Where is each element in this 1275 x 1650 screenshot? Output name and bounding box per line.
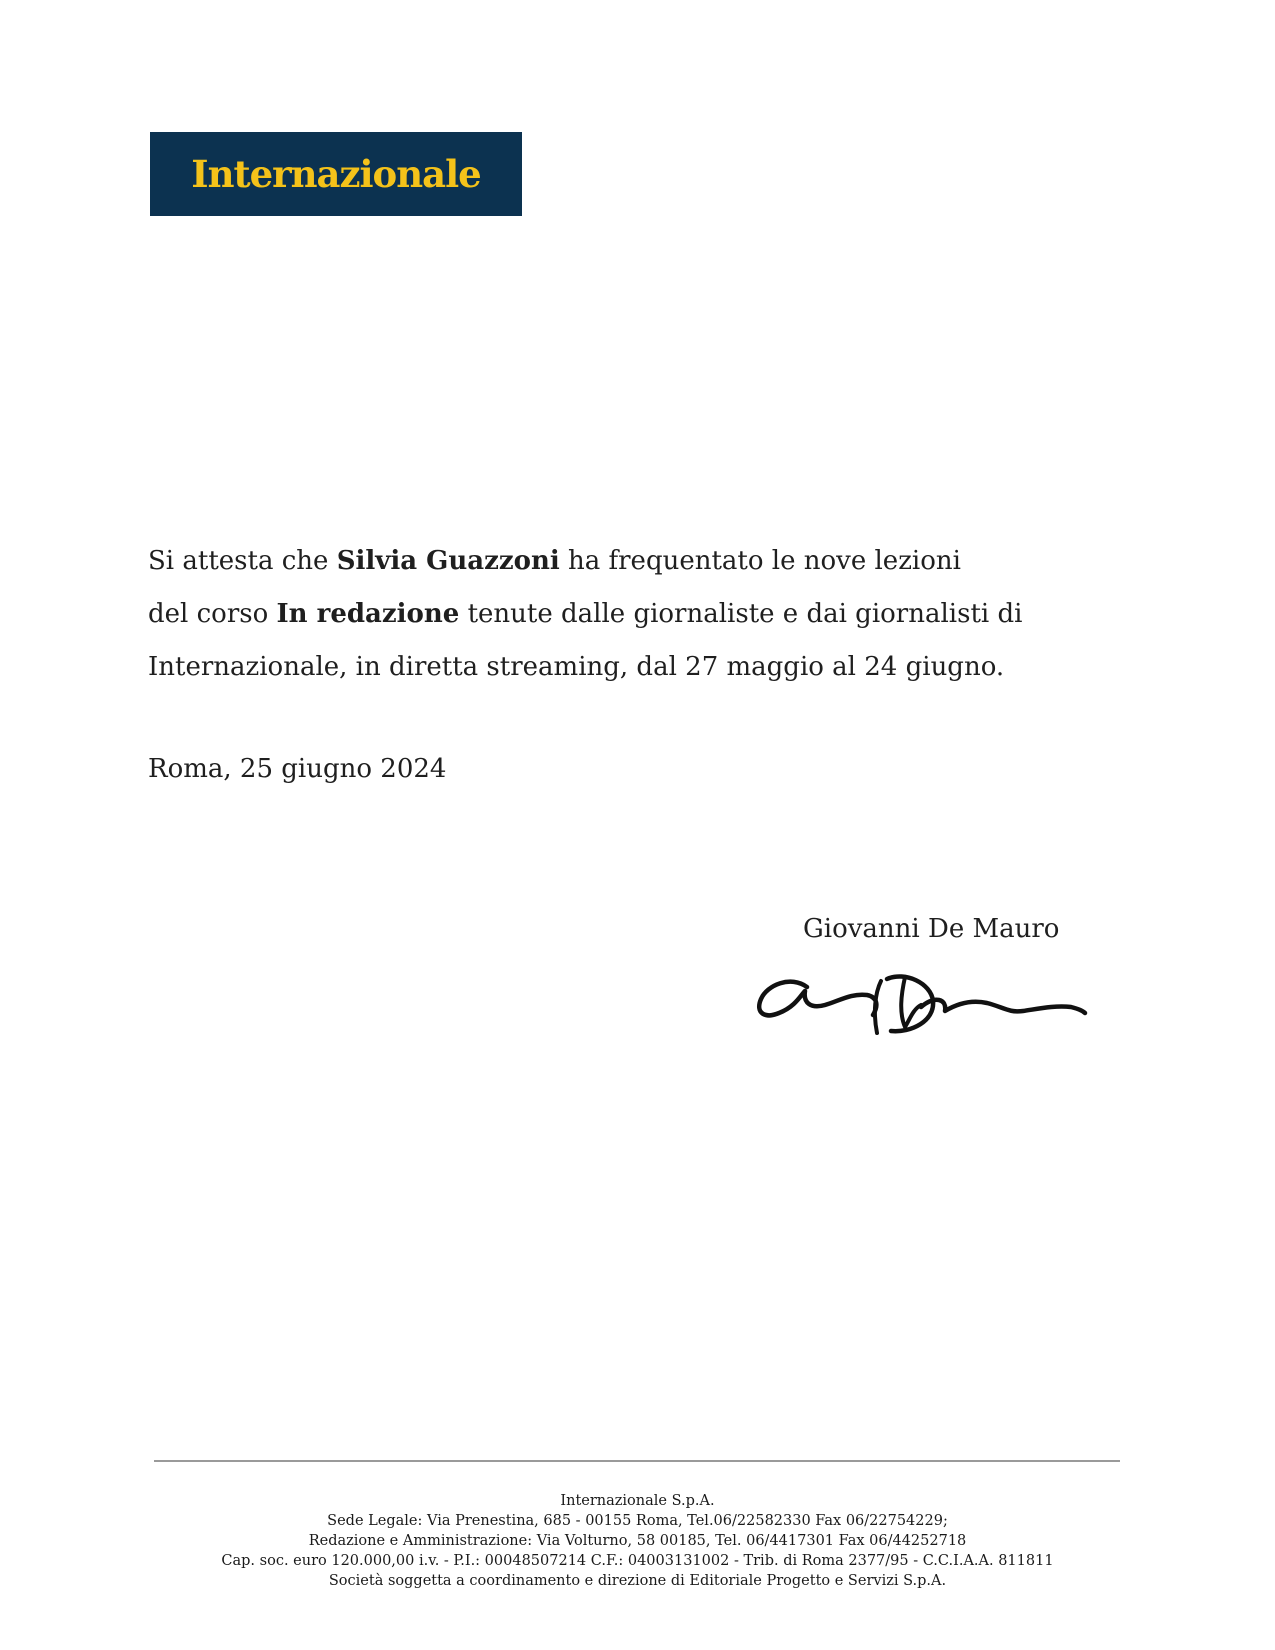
place-date: Roma, 25 giugno 2024	[148, 754, 447, 784]
course-name: In redazione	[276, 599, 460, 629]
certificate-line-1-after: ha frequentato le nove lezioni	[559, 546, 961, 576]
footer-registered-office: Sede Legale: Via Prenestina, 685 - 00155 Roma, Tel.06/22582330 Fax 06/22754229;	[327, 1513, 948, 1529]
brand-logo-text: Internazionale	[191, 151, 481, 196]
signer-name: Giovanni De Mauro	[803, 914, 1060, 944]
footer-divider	[154, 1460, 1120, 1462]
certificate-line-2-after: tenute dalle giornaliste e dai giornalisti di	[459, 599, 1023, 629]
certificate-text	[148, 535, 1048, 694]
brand-logo	[150, 132, 522, 216]
participant-name: Silvia Guazzoni	[336, 546, 560, 576]
certificate-line-2-before: del corso	[148, 599, 277, 629]
footer-parent-company: Società soggetta a coordinamento e direzione di Editoriale Progetto e Servizi S.p.A.	[328, 1573, 947, 1589]
handwritten-signature-icon	[755, 965, 1095, 1055]
certificate-line-2	[148, 588, 1048, 641]
certificate-line-3: Internazionale, in diretta streaming, dal 27 maggio al 24 giugno.	[148, 652, 1005, 682]
footer-editorial-office: Redazione e Amministrazione: Via Volturno, 58 00185, Tel. 06/4417301 Fax 06/44252718	[308, 1533, 967, 1549]
footer-company-name: Internazionale S.p.A.	[560, 1493, 715, 1509]
certificate-line-1-before: Si attesta che	[148, 546, 337, 576]
footer-legal-info: Cap. soc. euro 120.000,00 i.v. - P.I.: 00048507214 C.F.: 04003131002 - Trib. di Roma 2377/95 - C.C.I.A.A. 811811	[221, 1553, 1054, 1569]
certificate-line-1	[148, 535, 1048, 588]
footer	[0, 1491, 1275, 1591]
